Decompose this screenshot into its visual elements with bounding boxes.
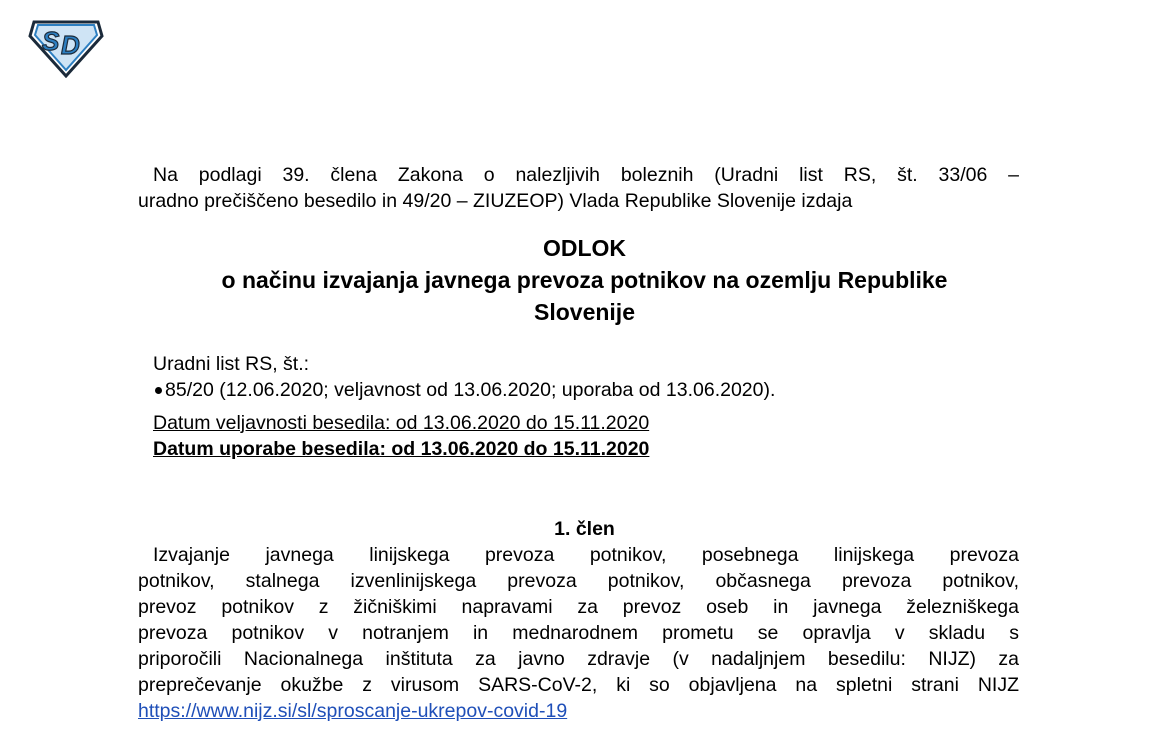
svg-text:S: S xyxy=(42,26,60,56)
bullet-icon xyxy=(155,387,162,394)
article-1-line: priporočili Nacionalnega inštituta za javno zdravje (v nadaljnjem besedilu: NIJZ) za xyxy=(138,648,1019,670)
title-line-2: o načinu izvajanja javnega prevoza potnikov na ozemlju Republike xyxy=(221,267,948,293)
nijz-link[interactable]: https://www.nijz.si/sl/sproscanje-ukrepov-covid-19 xyxy=(138,700,568,722)
article-1-line: preprečevanje okužbe z virusom SARS-CoV-2, ki so objavljena na spletni strani NIJZ xyxy=(138,674,1019,696)
article-1-line: prevoz potnikov z žičniškimi napravami za prevoz oseb in javnega železniškega xyxy=(138,596,1019,618)
dates-block xyxy=(138,410,1019,462)
gazette-info xyxy=(138,351,1019,403)
use-date: Datum uporabe besedila: od 13.06.2020 do 15.11.2020 xyxy=(153,438,650,460)
gazette-item-text: 85/20 (12.06.2020; veljavnost od 13.06.2020; uporaba od 13.06.2020). xyxy=(165,379,776,401)
article-1-text xyxy=(138,542,1019,724)
intro-line-1: Na podlagi 39. člena Zakona o nalezljivih boleznih (Uradni list RS, št. 33/06 – xyxy=(153,164,1019,186)
title-line-3: Slovenije xyxy=(534,299,635,325)
gazette-list-item xyxy=(153,377,1019,403)
article-1-line: Izvajanje javnega linijskega prevoza potnikov, posebnega linijskega prevoza xyxy=(153,544,1019,566)
article-1-heading: 1. člen xyxy=(554,518,615,540)
svg-text:D: D xyxy=(61,30,80,60)
sd-diamond-logo-icon xyxy=(28,16,104,78)
document-body xyxy=(138,162,1019,724)
article-1-line: prevoza potnikov v notranjem in mednarodnem prometu se opravlja v skladu s xyxy=(138,622,1019,644)
validity-date: Datum veljavnosti besedila: od 13.06.2020 do 15.11.2020 xyxy=(153,412,650,434)
article-1-line: potnikov, stalnega izvenlinijskega prevoza potnikov, občasnega prevoza potnikov, xyxy=(138,570,1019,592)
title-odlok: ODLOK xyxy=(542,235,627,261)
logo xyxy=(28,16,104,78)
intro-line-2: uradno prečiščeno besedilo in 49/20 – ZIUZEOP) Vlada Republike Slovenije izdaja xyxy=(138,190,853,212)
gazette-label: Uradni list RS, št.: xyxy=(153,353,310,375)
